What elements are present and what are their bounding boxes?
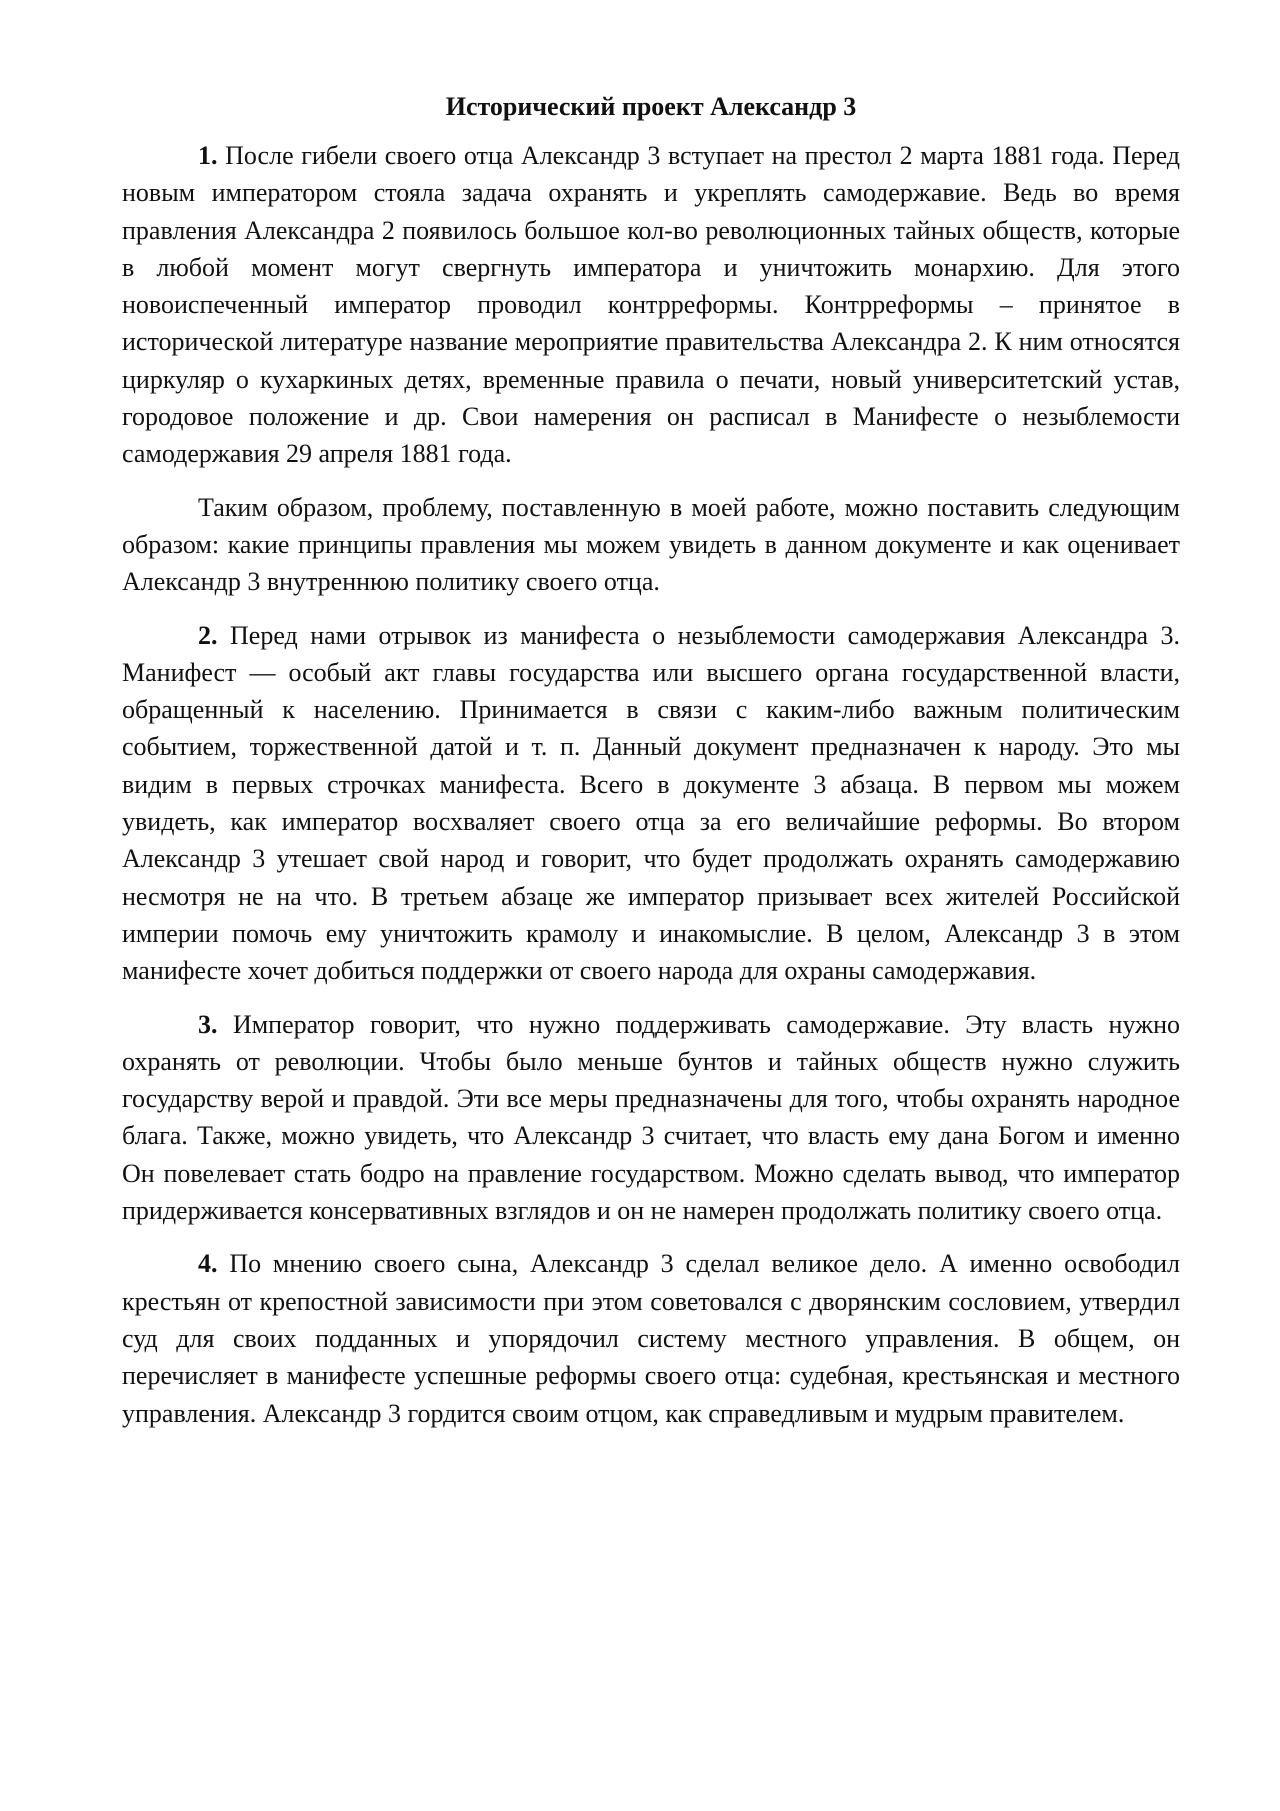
paragraph-number: 1. bbox=[198, 141, 218, 170]
paragraph-text: По мнению своего сына, Александр 3 сделал великое дело. А именно освободил крестьян от крепостной зависимости при этом советовался с дворянским сословием, утвердил суд для своих подданных и упорядочил систему местного управления. В общем, он перечисляет в манифесте успешные реформы своего отца: судебная, крестьянская и местного управления. Александр 3 гордится своим отцом, как справедливым и мудрым правителем. bbox=[122, 1249, 1180, 1428]
paragraph-3 bbox=[122, 1006, 1180, 1230]
paragraph-2 bbox=[122, 617, 1180, 990]
paragraph-number: 4. bbox=[198, 1249, 218, 1279]
paragraph-number: 3. bbox=[198, 1009, 218, 1039]
paragraph-text: Перед нами отрывок из манифеста о незыблемости самодержавия Александра 3. Манифест — особый акт главы государства или высшего органа государственной власти, обращенный к населению. Принимается в связи с каким-либо важным политическим событием, торжественной датой и т. п. Данный документ предназначен к народу. Это мы видим в первых строчках манифеста. Всего в документе 3 абзаца. В первом мы можем увидеть, как император восхваляет своего отца за его величайшие реформы. Во втором Александр 3 утешает свой народ и говорит, что будет продолжать охранять самодержавию несмотря не на что. В третьем абзаце же император призывает всех жителей Российской империи помочь ему уничтожить крамолу и инакомыслие. В целом, Александр 3 в этом манифесте хочет добиться поддержки от своего народа для охраны самодержавия. bbox=[122, 620, 1181, 986]
document-title: Исторический проект Александр 3 bbox=[445, 92, 857, 121]
document-page bbox=[122, 88, 1180, 1448]
paragraph-text: После гибели своего отца Александр 3 вступает на престол 2 марта 1881 года. Перед новым императором стояла задача охранять и укреплять самодержавие. Ведь во время правления Александра 2 появилось большое кол-во революционных тайных обществ, которые в любой момент могут свергнуть императора и уничтожить монархию. Для этого новоиспеченный император проводил контрреформы. Контрреформы – принятое в исторической литературе название мероприятие правительства Александра 2. К ним относятся циркуляр о кухаркиных детях, временные правила о печати, новый университетский устав, городовое положение и др. Свои намерения он расписал в Манифесте о незыблемости самодержавия 29 апреля 1881 года. bbox=[122, 141, 1181, 469]
paragraph-4 bbox=[122, 1245, 1180, 1431]
paragraph-number: 2. bbox=[198, 620, 218, 650]
paragraph-1 bbox=[122, 137, 1180, 473]
paragraph-text: Император говорит, что нужно поддерживать самодержавие. Эту власть нужно охранять от революции. Чтобы было меньше бунтов и тайных обществ нужно служить государству верой и правдой. Эти все меры предназначены для того, чтобы охранять народное блага. Также, можно увидеть, что Александр 3 считает, что власть ему дана Богом и именно Он повелевает стать бодро на правление государством. Можно сделать вывод, что император придерживается консервативных взглядов и он не намерен продолжать политику своего отца. bbox=[122, 1009, 1180, 1226]
paragraph-text: Таким образом, проблему, поставленную в моей работе, можно поставить следующим образом: какие принципы правления мы можем увидеть в данном документе и как оценивает Александр 3 внутреннюю политику своего отца. bbox=[122, 492, 1180, 597]
paragraph-conclusion bbox=[122, 489, 1180, 601]
